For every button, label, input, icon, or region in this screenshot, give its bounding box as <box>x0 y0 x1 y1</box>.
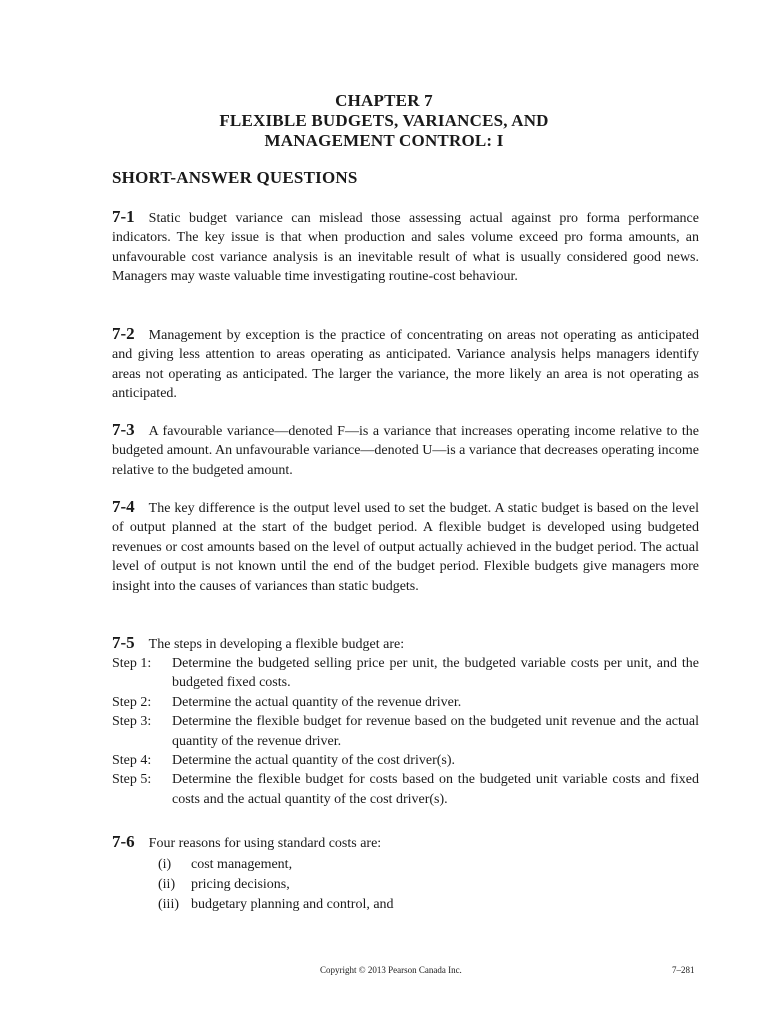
list-item <box>158 895 698 915</box>
chapter-title-line-2: MANAGEMENT CONTROL: I <box>264 131 504 150</box>
step-label: Step 4: <box>112 753 152 769</box>
question-text: A favourable variance—denoted F—is a variance that increases operating income relative to the budgeted amount. An unfavourable variance—denoted U—is a variance that decreases operating income relative to the budgeted amount. <box>112 424 699 478</box>
step-text: Determine the flexible budget for revenue based on the budgeted unit revenue and the actual quantity of the revenue driver. <box>172 714 699 749</box>
step-label: Step 5: <box>112 772 152 788</box>
steps-list <box>112 654 699 809</box>
reason-label: (ii) <box>158 876 176 892</box>
question-number: 7-2 <box>112 324 135 343</box>
section-heading: SHORT-ANSWER QUESTIONS <box>112 168 358 187</box>
question-number: 7-3 <box>112 420 135 439</box>
list-item <box>158 875 698 895</box>
chapter-title-line-1: FLEXIBLE BUDGETS, VARIANCES, AND <box>219 111 549 130</box>
question-7-1 <box>112 207 699 287</box>
question-7-5 <box>112 633 699 654</box>
list-item <box>112 770 699 809</box>
reason-text: pricing decisions, <box>191 876 290 892</box>
reason-text: cost management, <box>191 857 293 872</box>
question-text: Management by exception is the practice of concentrating on areas not operating as anticipated and giving less attention to areas operating as anticipated. Variance analysis helps managers identify areas not operating as anticipated. The larger the variance, the more likely an area is not operating as anticipated. <box>112 328 699 402</box>
list-item <box>112 712 699 751</box>
step-label: Step 3: <box>112 714 152 730</box>
question-text: Static budget variance can mislead those assessing actual against pro forma performance indicators. The key issue is that when production and sales volume exceed pro forma amounts, an unfavourable cost variance analysis is an inevitable result of what is usually considered good news. Managers may waste valuable time investigating routine-cost behaviour. <box>112 211 699 285</box>
list-item <box>112 654 699 693</box>
question-number: 7-6 <box>112 832 135 851</box>
reason-label: (iii) <box>158 896 179 912</box>
question-7-6 <box>112 832 699 853</box>
step-text: Determine the actual quantity of the cost driver(s). <box>172 753 456 769</box>
question-text: The steps in developing a flexible budget are: <box>148 637 405 652</box>
question-7-4 <box>112 497 699 596</box>
reason-text: budgetary planning and control, and <box>191 896 394 912</box>
question-text: The key difference is the output level used to set the budget. A static budget is based on the level of output planned at the start of the budget period. A flexible budget is developed using budgeted revenues or cost amounts based on the level of output actually achieved in the budget period. The actual level of output is not known until the end of the budget period. Flexible budgets give managers more insight into the causes of variances than static budgets. <box>112 501 699 594</box>
question-7-3 <box>112 420 699 480</box>
step-label: Step 1: <box>112 656 152 671</box>
step-label: Step 2: <box>112 694 152 710</box>
copyright-notice: Copyright © 2013 Pearson Canada Inc. <box>320 965 462 975</box>
step-text: Determine the flexible budget for costs based on the budgeted unit variable costs and fixed costs and the actual quantity of the cost driver(s). <box>172 772 699 807</box>
list-item <box>112 693 699 712</box>
question-number: 7-1 <box>112 207 135 226</box>
question-text: Four reasons for using standard costs are: <box>148 836 382 851</box>
step-text: Determine the budgeted selling price per unit, the budgeted variable costs per unit, and the budgeted fixed costs. <box>172 656 699 691</box>
list-item <box>112 751 699 770</box>
list-item <box>158 855 698 875</box>
step-text: Determine the actual quantity of the revenue driver. <box>172 694 462 710</box>
chapter-number: CHAPTER 7 <box>335 91 433 110</box>
reasons-list <box>158 855 698 914</box>
question-number: 7-4 <box>112 497 135 516</box>
question-7-2 <box>112 324 699 404</box>
page-number: 7–281 <box>672 965 695 975</box>
question-number: 7-5 <box>112 633 135 652</box>
reason-label: (i) <box>158 857 172 872</box>
